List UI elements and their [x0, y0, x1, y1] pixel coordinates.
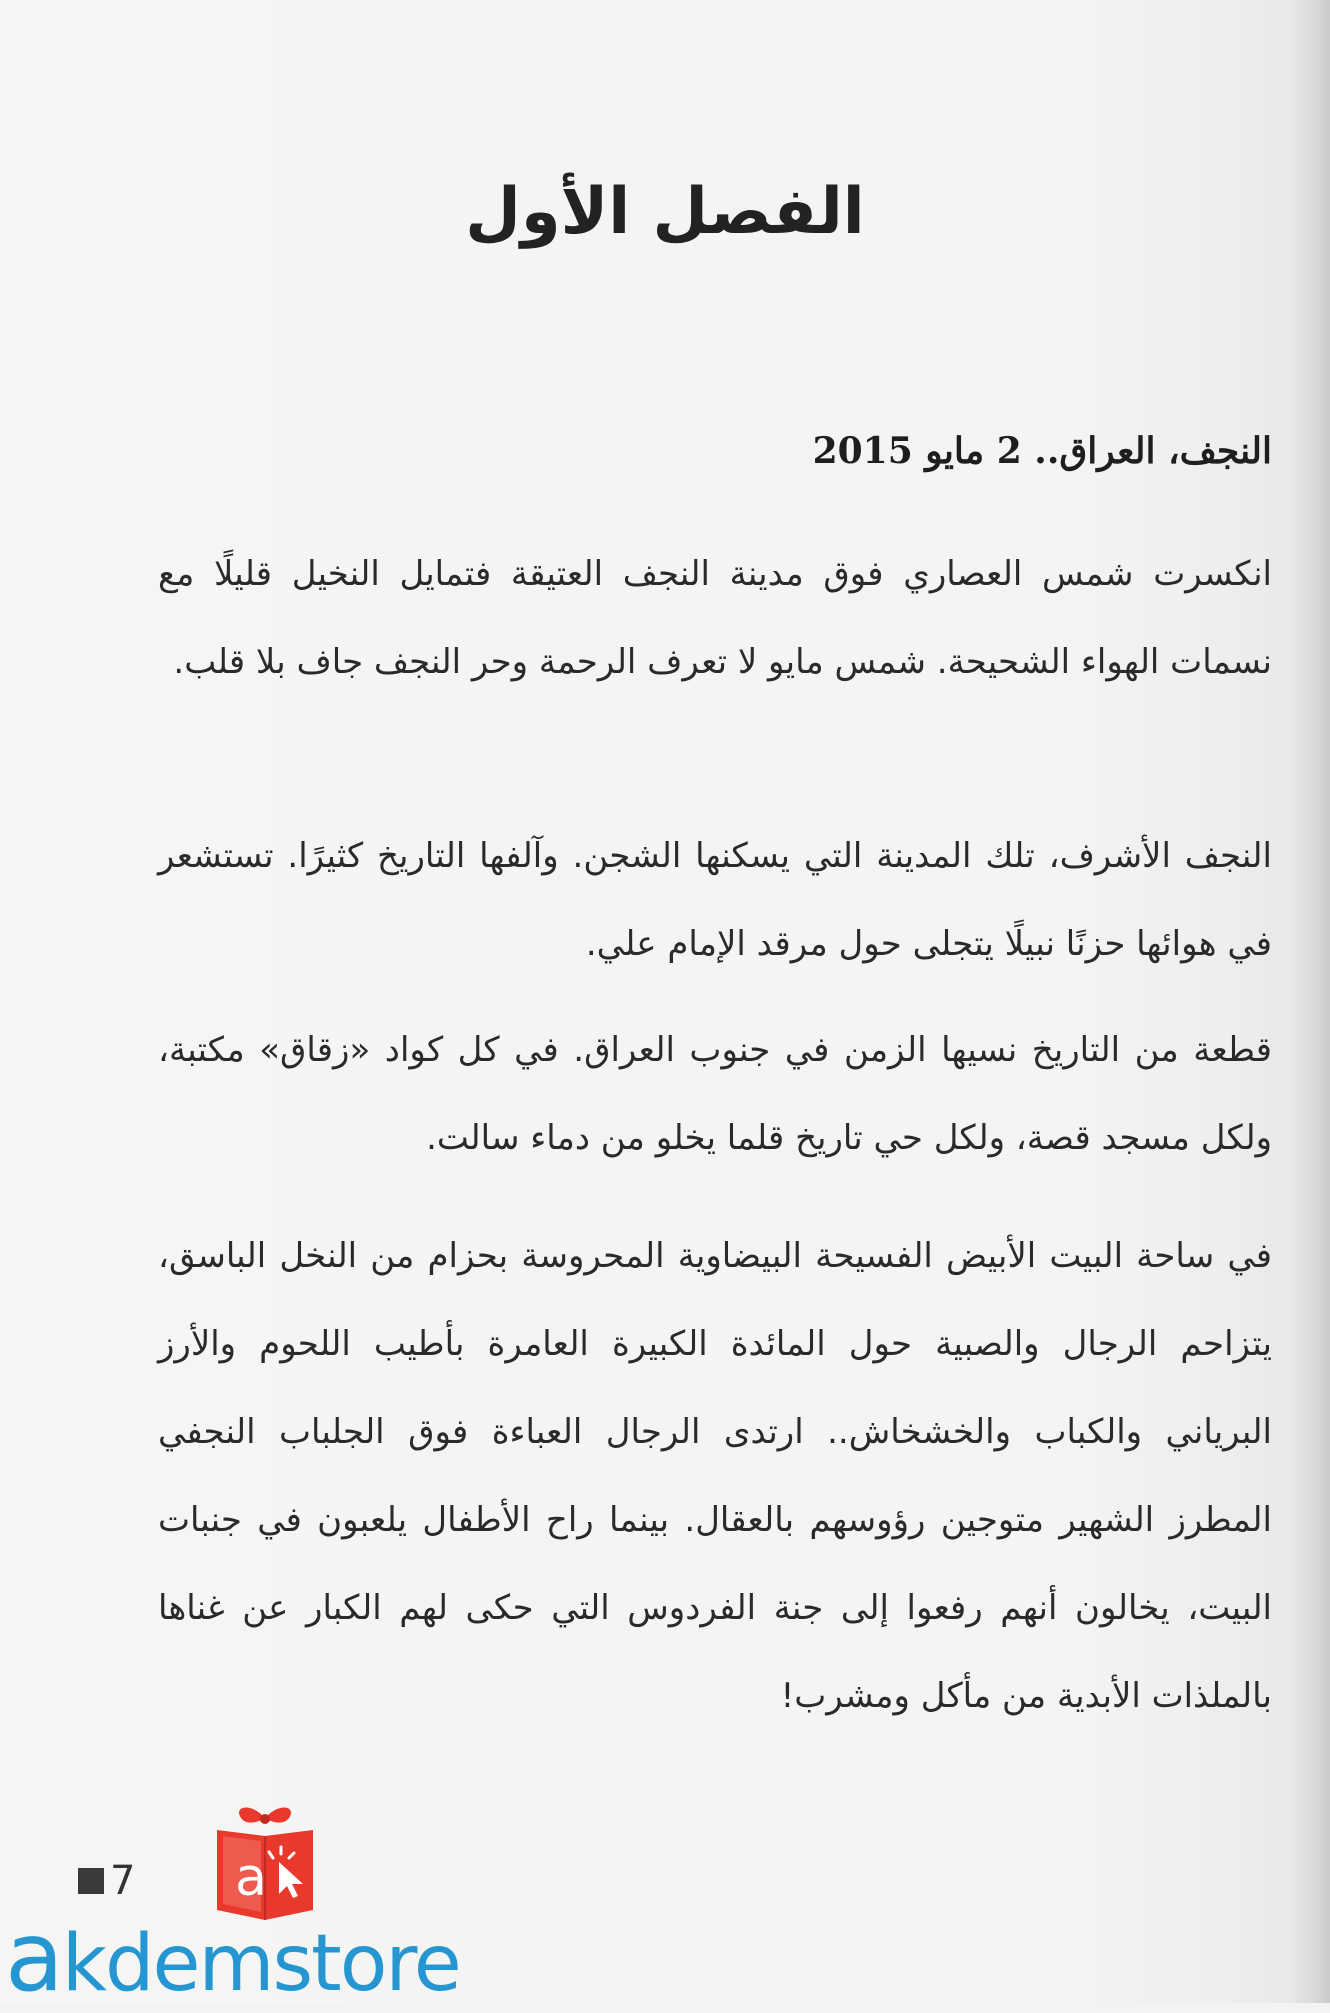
- store-logo-icon: [211, 1800, 319, 1925]
- page-number-square-icon: [78, 1868, 104, 1894]
- paragraph-2: النجف الأشرف، تلك المدينة التي يسكنها الشجن. وآلفها التاريخ كثيرًا. تستشعر في هوائها حزنًا نبيلًا يتجلى حول مرقد الإمام علي.: [158, 836, 1272, 964]
- page-number-value: 7: [110, 1858, 136, 1904]
- store-logo-letter: a: [235, 1848, 267, 1908]
- section-heading: النجف، العراق.. 2 مايو 2015: [812, 430, 1272, 472]
- page-number: [78, 1858, 135, 1904]
- store-name-first-letter: a: [5, 1901, 62, 2013]
- paragraph-3: قطعة من التاريخ نسيها الزمن في جنوب العراق. في كل كواد «زقاق» مكتبة، ولكل مسجد قصة، ولكل حي تاريخ قلما يخلو من دماء سالت.: [158, 1030, 1272, 1158]
- store-name-rest: kdemstore: [61, 1919, 460, 2009]
- page-edge-shadow: [1290, 0, 1330, 2003]
- paragraph-4: في ساحة البيت الأبيض الفسيحة البيضاوية المحروسة بحزام من النخل الباسق، يتزاحم الرجال والصبية حول المائدة الكبيرة العامرة بأطيب اللحوم والأرز البرياني والكباب والخشخاش.. ارتدى الرجال العباءة فوق الجلباب النجفي المطرز الشهير متوجين رؤوسهم بالعقال. بينما راح الأطفال يلعبون في جنبات البيت، يخالون أنهم رفعوا إلى جنة الفردوس التي حكى لهم الكبار عن غناها بالملذات الأبدية من مأكل ومشرب!: [158, 1236, 1272, 1716]
- chapter-title: الفصل الأول: [465, 175, 865, 249]
- paragraph-1: انكسرت شمس العصاري فوق مدينة النجف العتيقة فتمايل النخيل قليلًا مع نسمات الهواء الشحيحة. شمس مايو لا تعرف الرحمة وحر النجف جاف بلا قلب.: [158, 554, 1272, 682]
- store-name-watermark: [5, 1901, 460, 2013]
